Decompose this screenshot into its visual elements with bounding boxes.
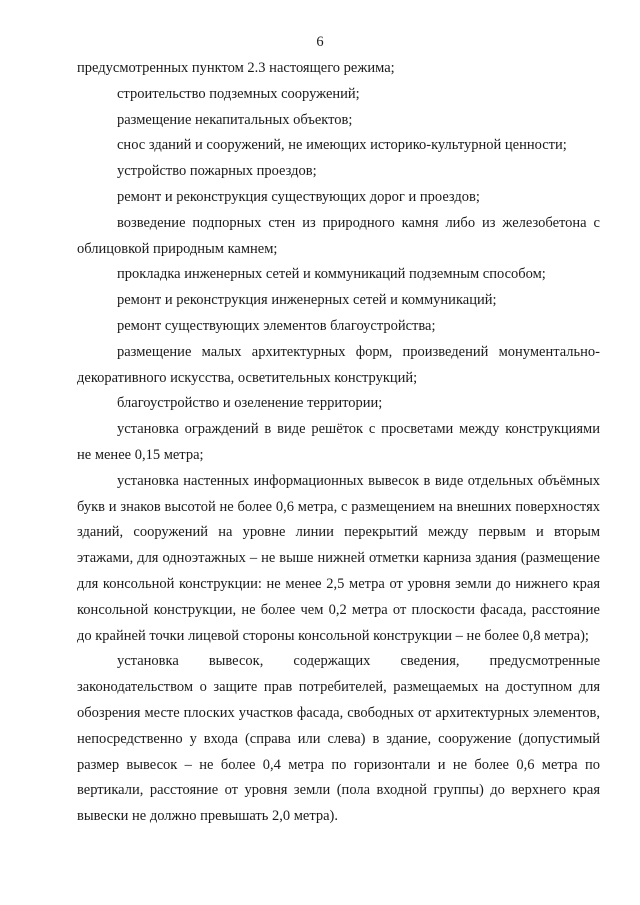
list-item-greening: благоустройство и озеленение территории; [117,395,383,412]
list-item-road-repair: ремонт и реконструкция существующих дорог и проездов; [117,188,480,205]
list-item-wall-signs: установка настенных информационных вывесок в виде отдельных объёмных букв и знаков высотой не более 0,6 метра, с размещением на внешних поверхностях зданий, сооружений на уровне линии перекрытий между первым и вторым этажами, для одноэтажных – не выше нижней отметки карниза здания (размещение для консольной конструкции: не менее 2,5 метра от уровня земли до нижнего края консольной конструкции, не более чем 0,2 метра от плоскости фасада, расстояние до крайней точки лицевой стороны консольной конструкции – не более 0,8 метра); [77,472,600,644]
list-item-utilities-repair: ремонт и реконструкция инженерных сетей и коммуникаций; [117,292,497,309]
list-item-underground-construction: строительство подземных сооружений; [117,85,360,102]
list-item-landscaping-repair: ремонт существующих элементов благоустройства; [117,317,436,334]
document-body [77,56,600,830]
list-item-non-capital-objects: размещение некапитальных объектов; [117,111,353,128]
list-item-small-architectural-forms: размещение малых архитектурных форм, произведений монументально-декоративного искусства, осветительных конструкций; [77,343,600,386]
list-item-retaining-walls: возведение подпорных стен из природного камня либо из железобетона с облицовкой природным камнем; [77,214,600,257]
list-item-fences: установка ограждений в виде решёток с просветами между конструкциями не менее 0,15 метра; [77,421,600,463]
list-item-underground-utilities: прокладка инженерных сетей и коммуникаций подземным способом; [117,266,546,283]
list-item-consumer-info-signs: установка вывесок, содержащих сведения, предусмотренные законодательством о защите прав потребителей, размещаемых на доступном для обозрения месте плоских участков фасада, свободных от архитектурных элементов, непосредственно у входа (справа или слева) в здание, сооружение (допустимый размер вывесок – не более 0,4 метра по горизонтали и не более 0,6 метра по вертикали, расстояние от уровня земли (пола входной группы) до верхнего края вывески не должно превышать 2,0 метра). [77,653,600,825]
list-item-demolition: снос зданий и сооружений, не имеющих историко-культурной ценности; [117,137,567,154]
list-item-fire-passages: устройство пожарных проездов; [117,163,317,180]
page-number: 6 [316,34,324,50]
paragraph-continuation: предусмотренных пунктом 2.3 настоящего режима; [77,60,395,76]
